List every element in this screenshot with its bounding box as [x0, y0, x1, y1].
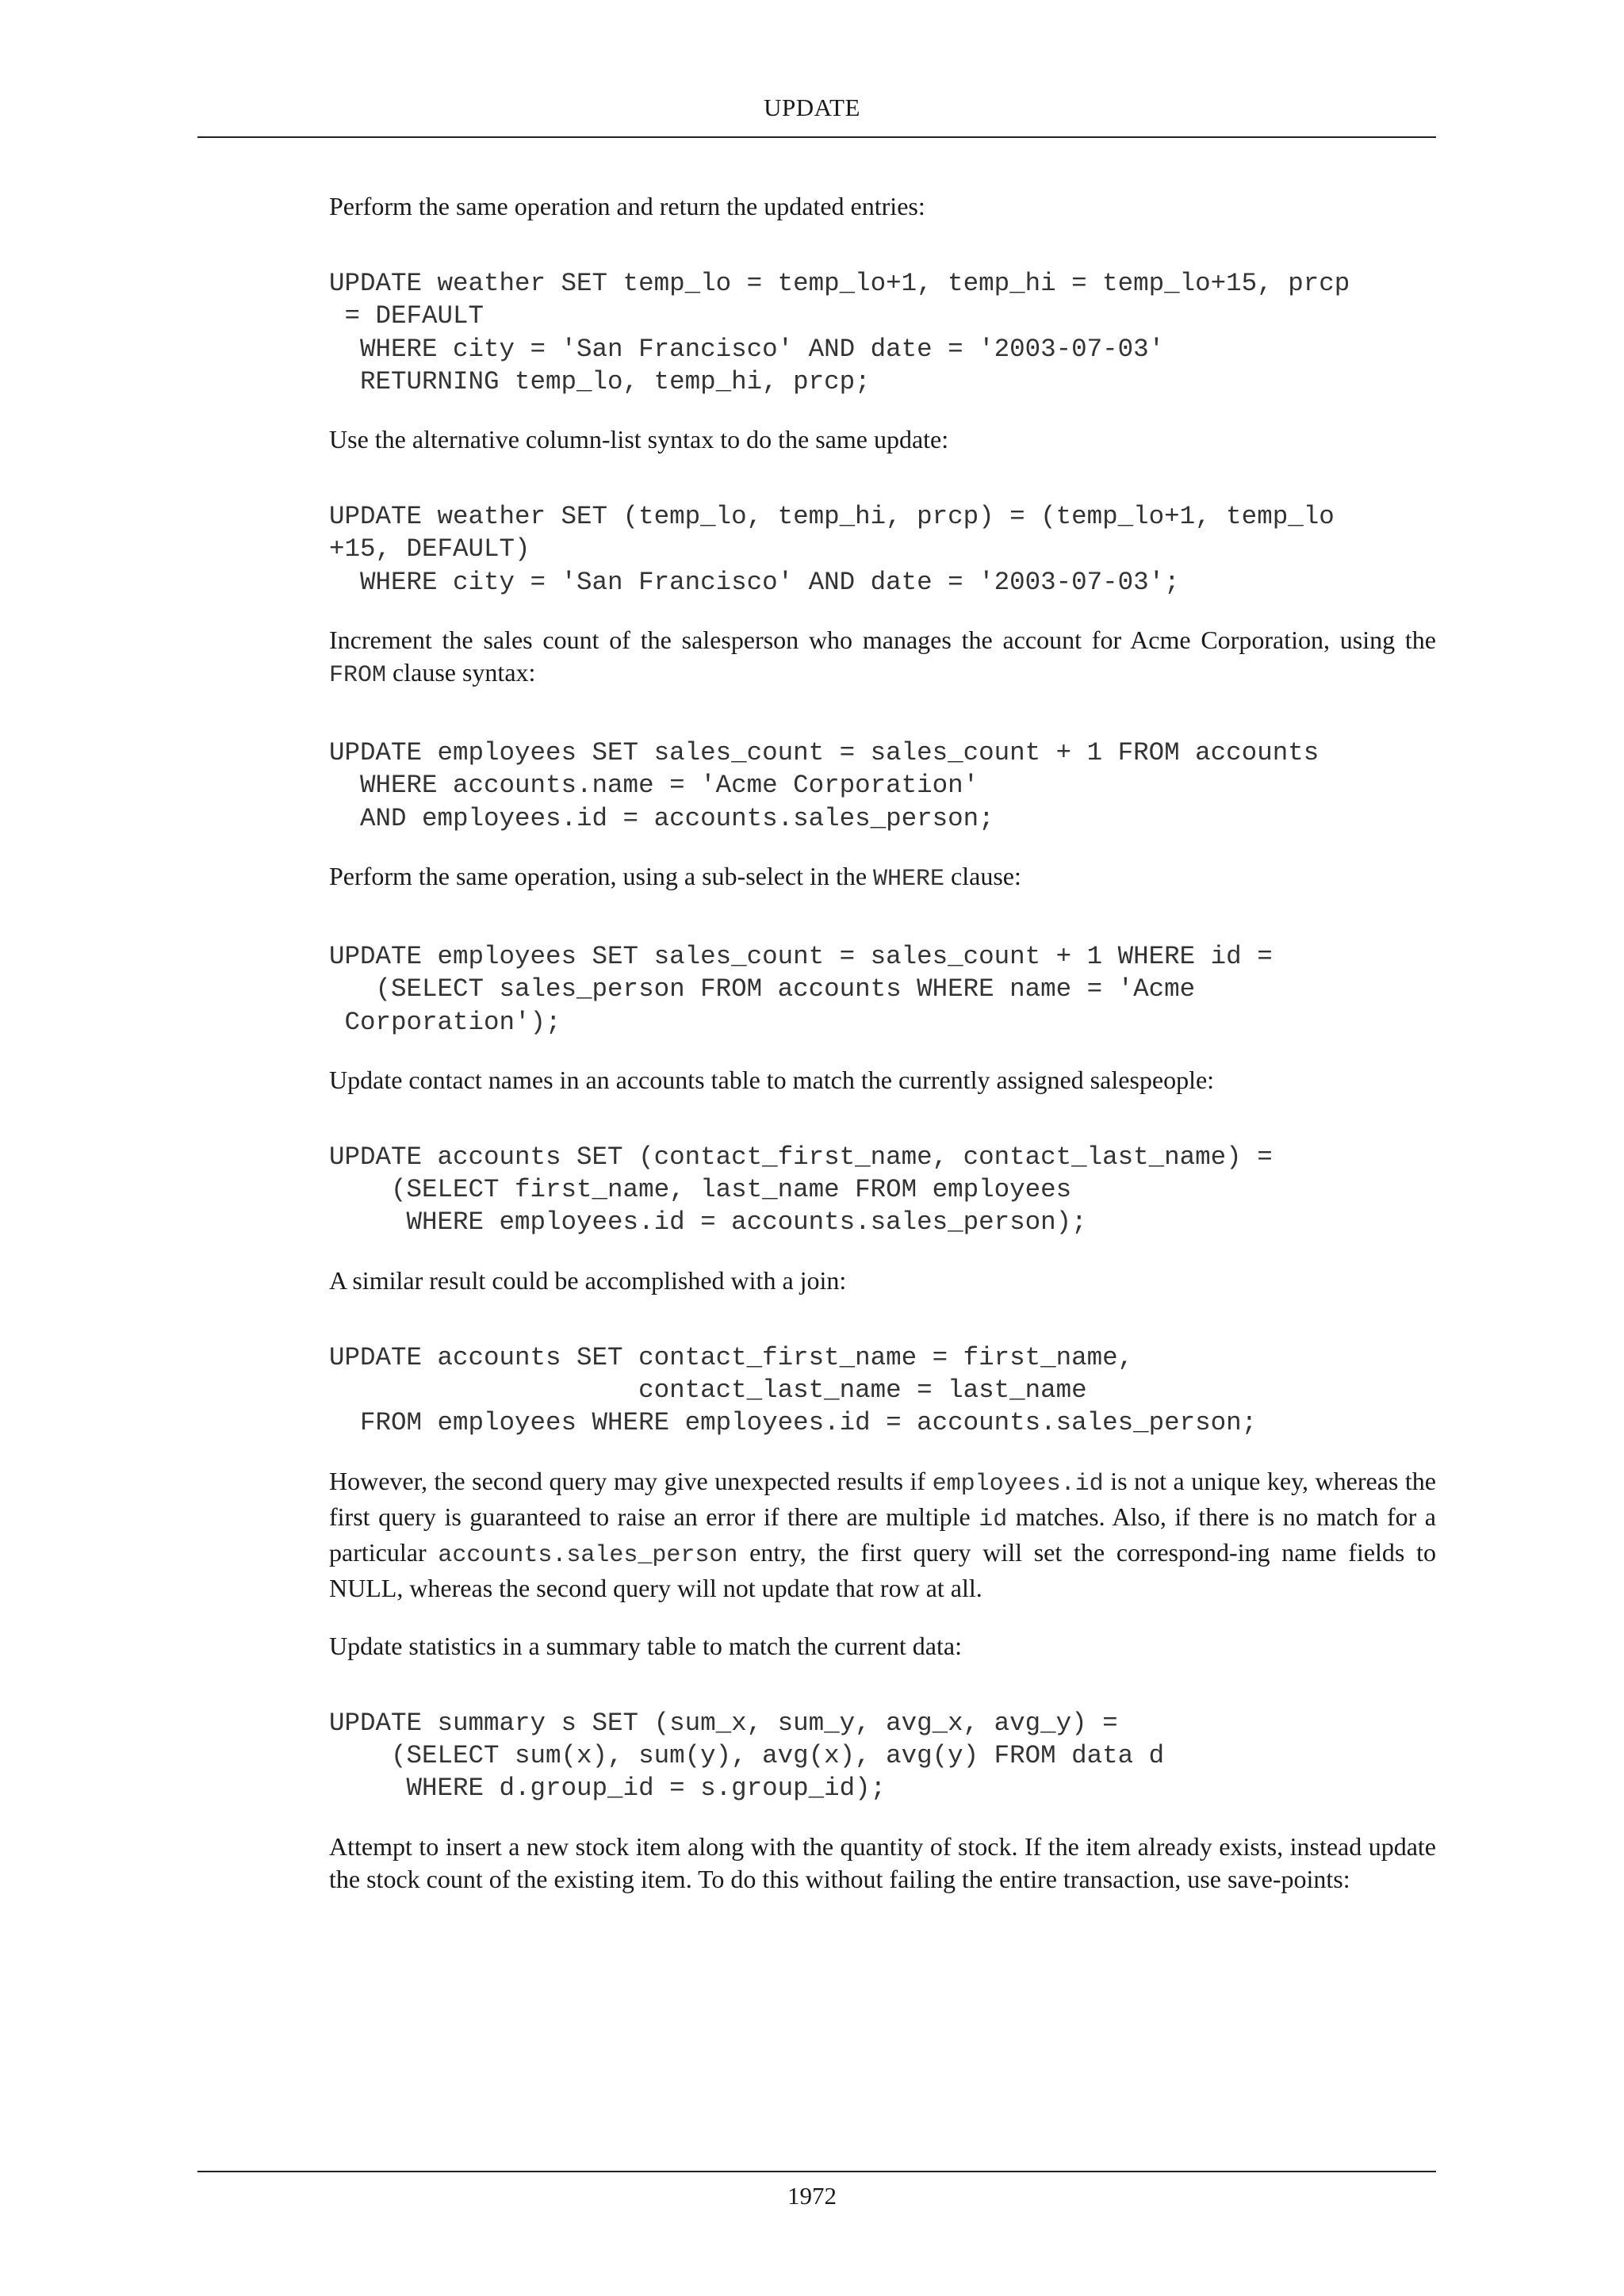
code-example-sub-select: UPDATE employees SET sales_count = sales_count + 1 WHERE id = (SELECT sales_person FROM accounts WHERE name = 'Acme Corporation'); — [329, 941, 1273, 1037]
footer-rule — [197, 2171, 1436, 2172]
paragraph-sub-select — [329, 860, 1436, 896]
paragraph-text: clause: — [944, 861, 1021, 890]
inline-code: accounts.sales_person — [438, 1541, 738, 1569]
paragraph-column-list-syntax: Use the alternative column-list syntax to do the same update: — [329, 425, 949, 454]
page-content — [329, 190, 1436, 1896]
code-example-returning: UPDATE weather SET temp_lo = temp_lo+1, temp_hi = temp_lo+15, prcp = DEFAULT WHERE city = 'San Francisco' AND date = '2003-07-03' RETURNING temp_lo, temp_hi, prcp; — [329, 269, 1350, 396]
paragraph-join: A similar result could be accomplished with a join: — [329, 1265, 847, 1295]
inline-code: FROM — [329, 662, 387, 690]
code-example-summary: UPDATE summary s SET (sum_x, sum_y, avg_x, avg_y) = (SELECT sum(x), sum(y), avg(x), avg(y) FROM data d WHERE d.group_id = s.group_id); — [329, 1708, 1165, 1804]
paragraph-summary-table: Update statistics in a summary table to match the current data: — [329, 1631, 962, 1660]
header-rule — [197, 136, 1436, 138]
paragraph-savepoints: Attempt to insert a new stock item along with the quantity of stock. If the item already exists, instead update the stock count of the existing item. To do this without failing the entire transaction, use save-points: — [329, 1831, 1436, 1893]
paragraph-text: However, the second query may give unexpected results if — [329, 1466, 933, 1495]
code-example-from-clause: UPDATE employees SET sales_count = sales_count + 1 FROM accounts WHERE accounts.name = 'Acme Corporation' AND employees.id = accounts.sales_person; — [329, 738, 1320, 833]
code-example-contact-names: UPDATE accounts SET (contact_first_name, contact_last_name) = (SELECT first_name, last_name FROM employees WHERE employees.id = accounts.sales_person); — [329, 1142, 1273, 1238]
code-example-column-list: UPDATE weather SET (temp_lo, temp_hi, prcp) = (temp_lo+1, temp_lo +15, DEFAULT) WHERE city = 'San Francisco' AND date = '2003-07-03'; — [329, 502, 1335, 597]
page-number: 1972 — [787, 2182, 837, 2210]
paragraph-text: is not a unique key, whereas the first query is guaranteed to raise an error if there are multiple — [329, 1466, 1437, 1531]
paragraph-from-clause — [329, 624, 1436, 692]
paragraph-contact-names: Update contact names in an accounts table to match the currently assigned salespeople: — [329, 1065, 1215, 1094]
paragraph-text: matches. Also, if there is no match for a particular — [329, 1502, 1437, 1567]
inline-code: id — [979, 1506, 1008, 1533]
paragraph-text: clause syntax: — [386, 658, 536, 687]
code-example-join: UPDATE accounts SET contact_first_name = first_name, contact_last_name = last_name FROM employees WHERE employees.id = accounts.sales_person; — [329, 1342, 1258, 1438]
paragraph-text: Perform the same operation, using a sub-select in the — [329, 861, 874, 890]
paragraph-text: Increment the sales count of the salesperson who manages the account for Acme Corporation, using the — [329, 626, 1436, 655]
paragraph-text: entry, the first query will set the correspond-ing name fields to NULL, whereas the second query will not update that row at all. — [329, 1537, 1437, 1602]
inline-code: WHERE — [873, 865, 945, 893]
inline-code: employees.id — [932, 1470, 1104, 1498]
page-header-title: UPDATE — [764, 94, 860, 121]
paragraph-return-updated: Perform the same operation and return the updated entries: — [329, 192, 925, 220]
paragraph-join-caveat — [329, 1465, 1436, 1605]
